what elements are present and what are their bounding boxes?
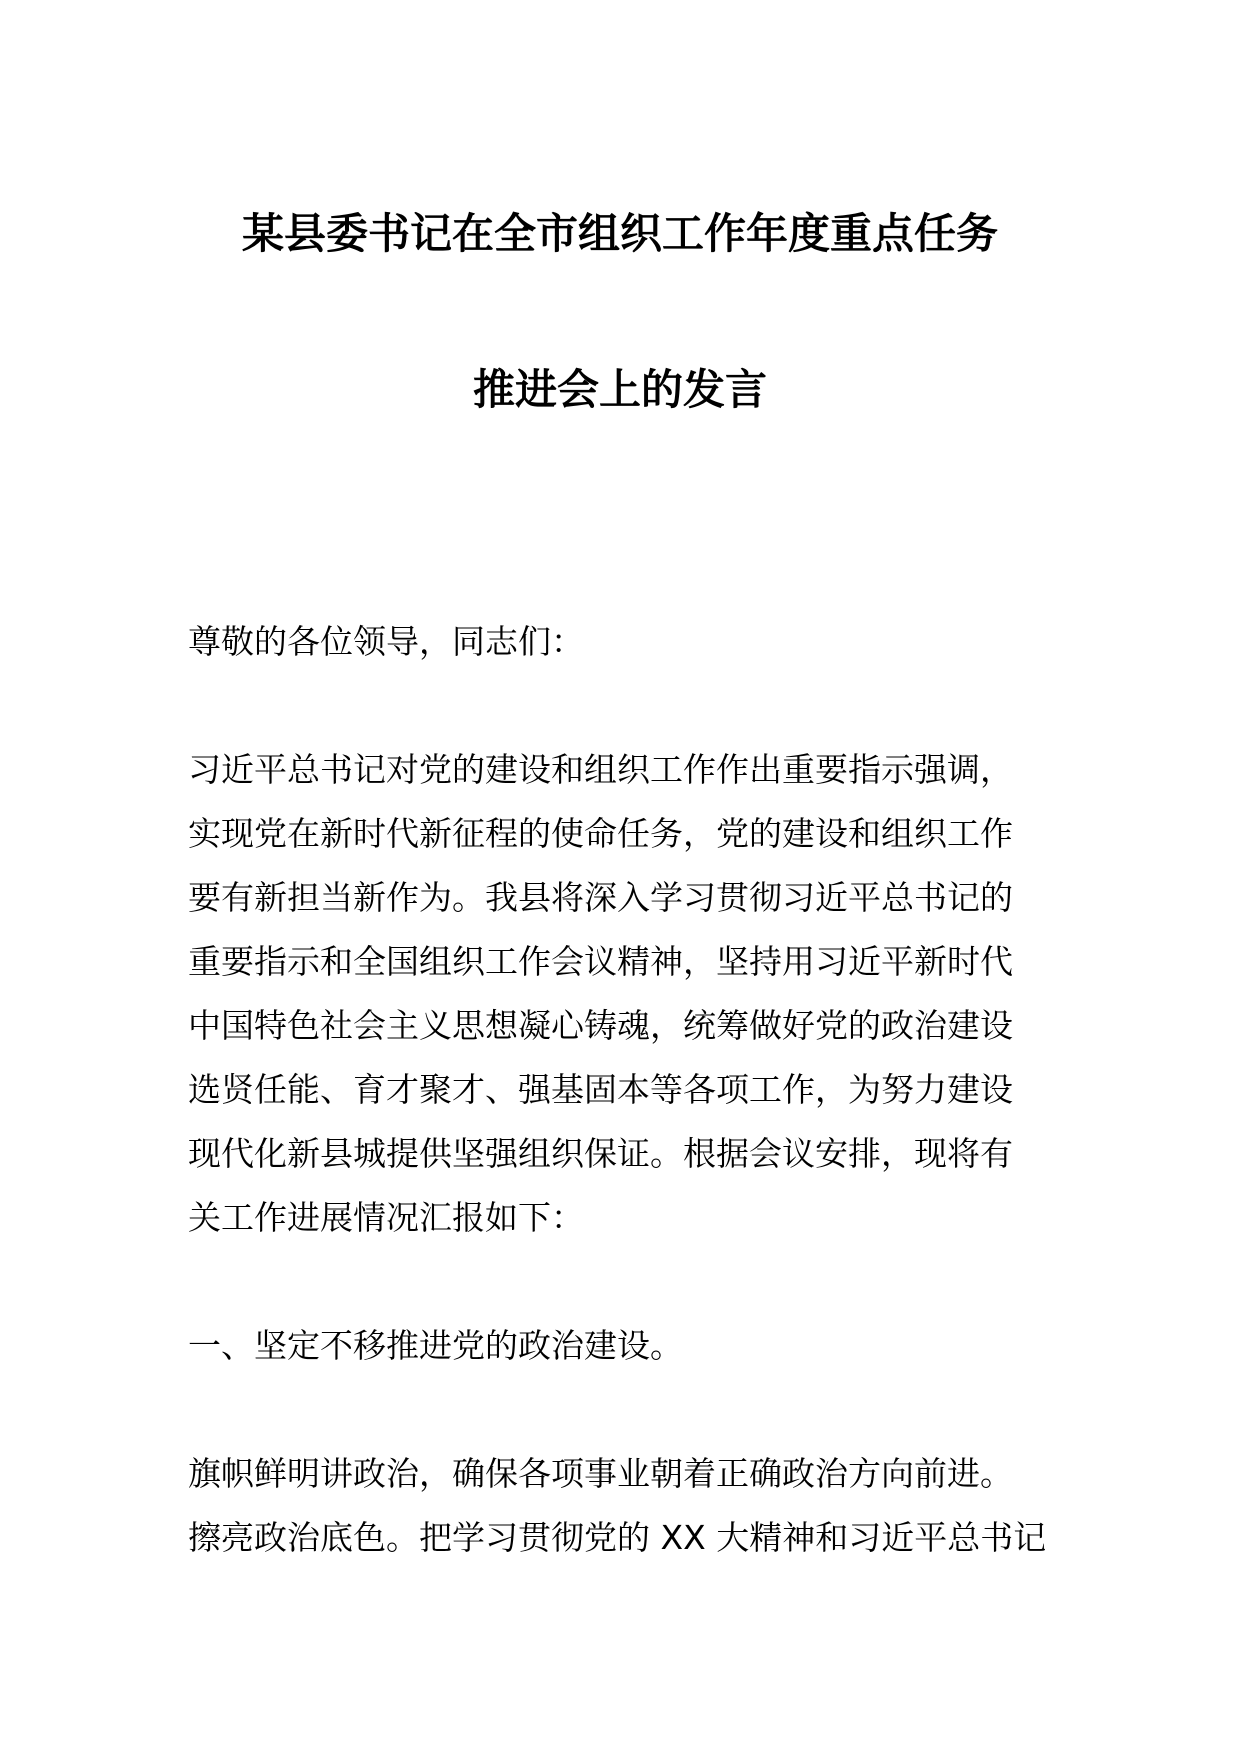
paragraph-line: 实现党在新时代新征程的使命任务，党的建设和组织工作 bbox=[188, 814, 1013, 853]
document-title-line-2: 推进会上的发言 bbox=[472, 365, 767, 414]
paragraph-intro bbox=[188, 738, 1064, 1250]
paragraph-line: 重要指示和全国组织工作会议精神，坚持用习近平新时代 bbox=[188, 942, 1013, 981]
section-heading: 一、坚定不移推进党的政治建设。 bbox=[188, 1326, 683, 1365]
paragraph-political-building bbox=[188, 1442, 1064, 1570]
paragraph-line: 中国特色社会主义思想凝心铸魂，统筹做好党的政治建设 bbox=[188, 1006, 1013, 1045]
paragraph-line: 擦亮政治底色。把学习贯彻党的 XX 大精神和习近平总书记 bbox=[188, 1518, 1047, 1557]
paragraph-line: 习近平总书记对党的建设和组织工作作出重要指示强调， bbox=[188, 750, 1013, 789]
greeting: 尊敬的各位领导，同志们： bbox=[188, 622, 584, 661]
paragraph-line: 现代化新县城提供坚强组织保证。根据会议安排，现将有 bbox=[188, 1134, 1013, 1173]
document-title-line-1: 某县委书记在全市组织工作年度重点任务 bbox=[241, 209, 998, 258]
paragraph-line: 关工作进展情况汇报如下： bbox=[188, 1198, 584, 1237]
paragraph-line: 要有新担当新作为。我县将深入学习贯彻习近平总书记的 bbox=[188, 878, 1013, 917]
paragraph-line: 旗帜鲜明讲政治，确保各项事业朝着正确政治方向前进。 bbox=[188, 1454, 1013, 1493]
paragraph-line: 选贤任能、育才聚才、强基固本等各项工作，为努力建设 bbox=[188, 1070, 1013, 1109]
